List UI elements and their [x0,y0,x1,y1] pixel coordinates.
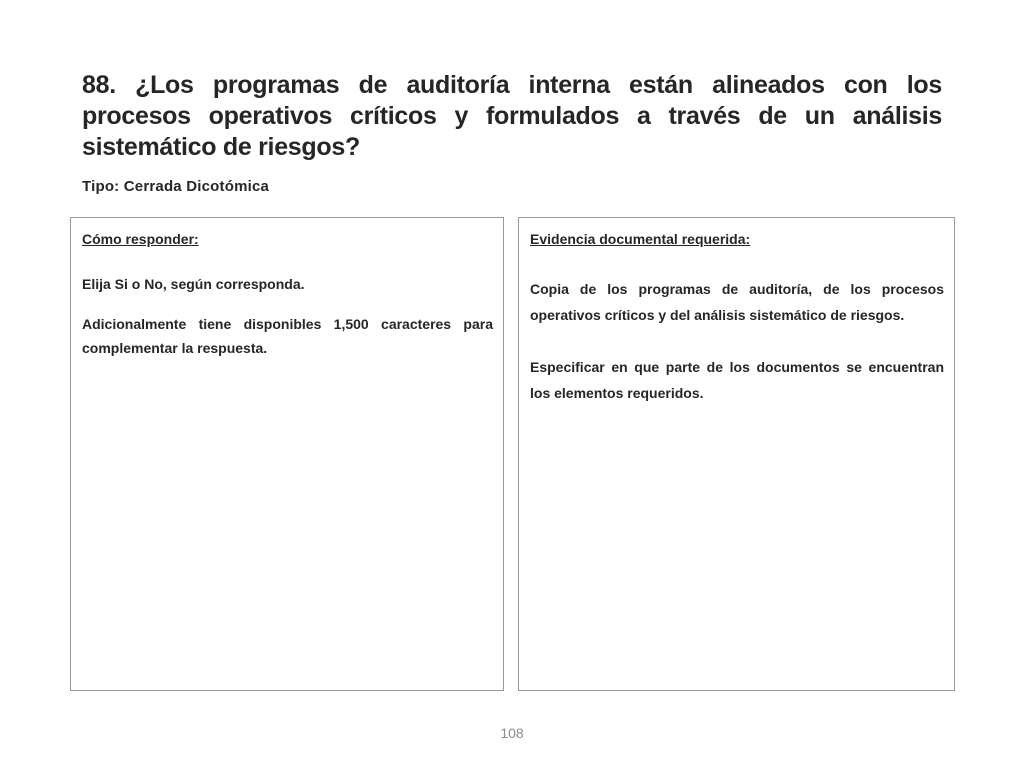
page-number: 108 [500,725,524,741]
evidence-specify: Especificar en que parte de los documentos se encuentran los elementos requeridos. [530,359,944,401]
how-to-answer-heading: Cómo responder: [82,231,199,247]
evidence-documents: Copia de los programas de auditoría, de los procesos operativos críticos y del análisis sistemático de riesgos. [530,281,944,323]
how-to-answer-additional: Adicionalmente tiene disponibles 1,500 caracteres para complementar la respuesta. [82,316,493,356]
how-to-answer-panel [70,217,504,691]
evidence-panel [518,217,955,691]
question-title: 88. ¿Los programas de auditoría interna están alineados con los procesos operativos críticos y formulados a través de un análisis sistemático de riesgos? [82,71,942,161]
question-type: Tipo: Cerrada Dicotómica [82,178,270,195]
how-to-answer-instruction: Elija Si o No, según corresponda. [82,276,305,292]
evidence-heading: Evidencia documental requerida: [530,231,751,247]
